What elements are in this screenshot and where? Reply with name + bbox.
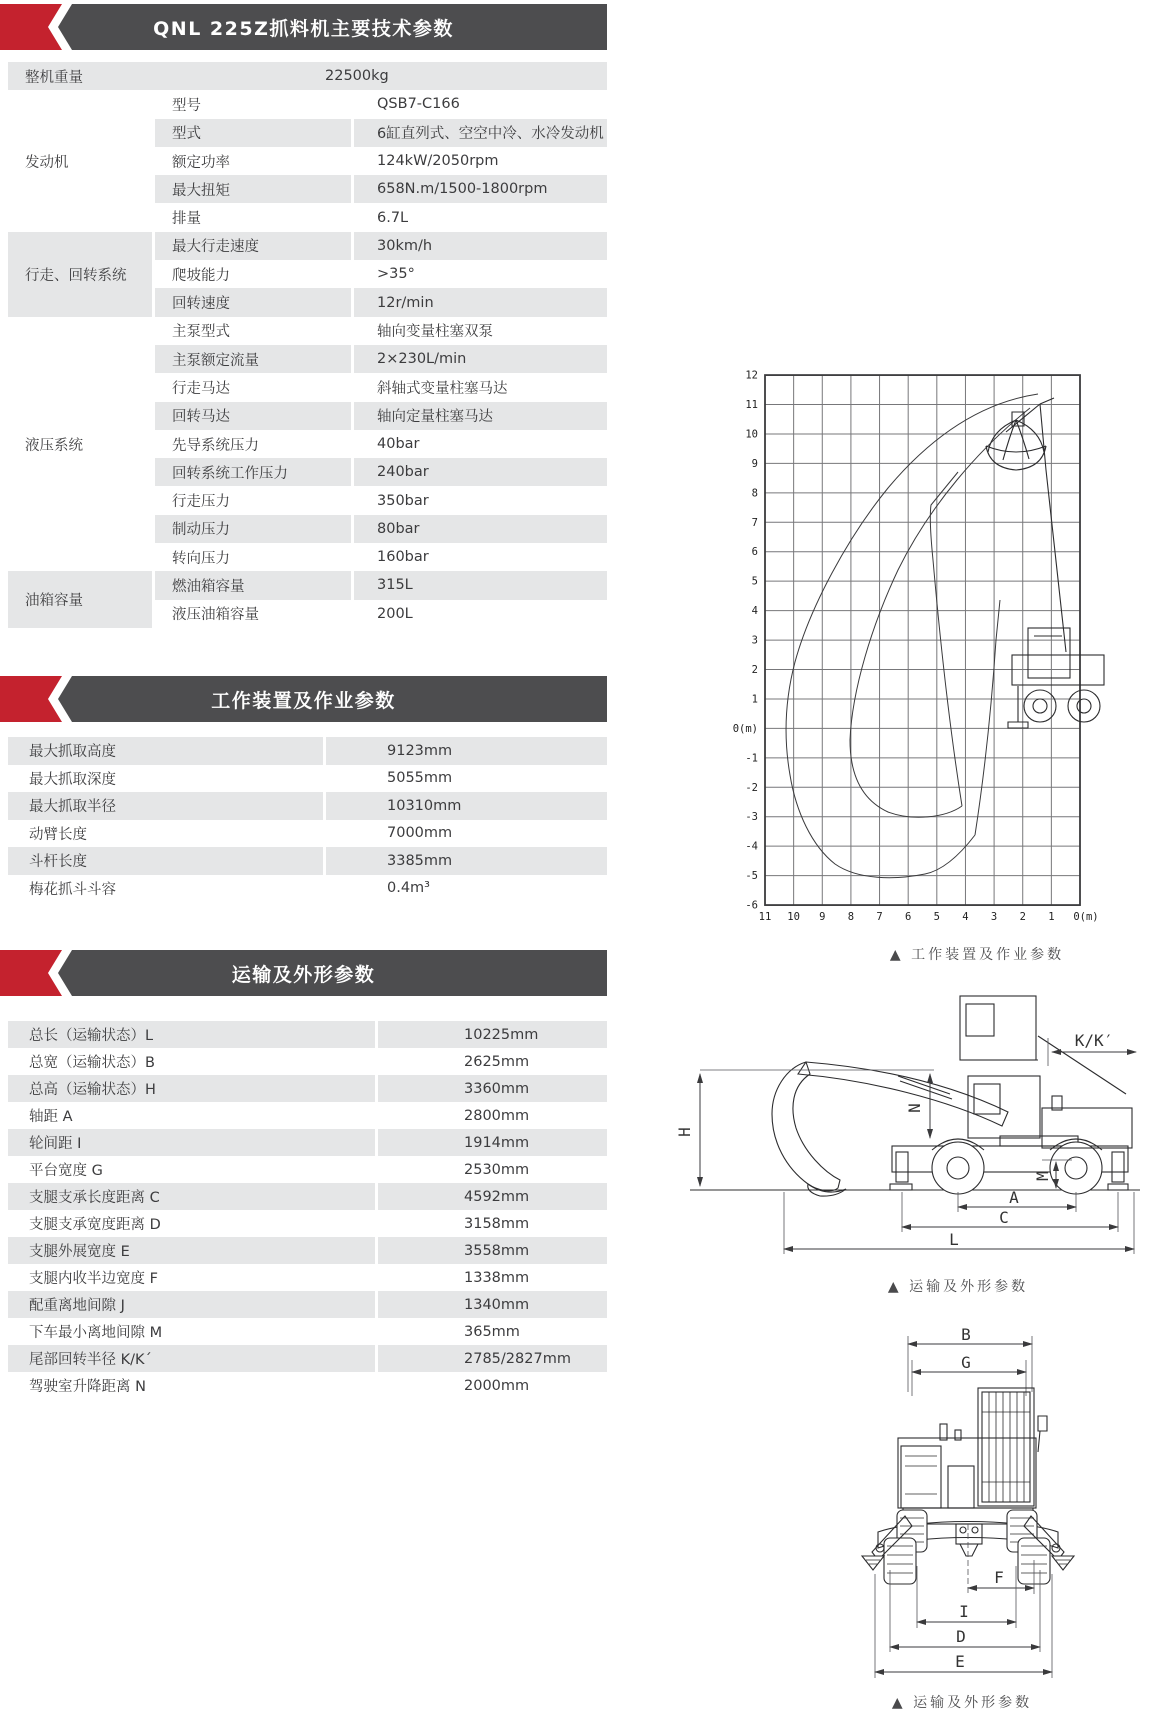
spec-row-label: 额定功率 <box>155 147 354 175</box>
main-spec-table <box>8 62 607 628</box>
spec-row-label: 回转速度 <box>155 288 354 316</box>
param-row <box>8 847 607 875</box>
param-row <box>8 1075 607 1102</box>
svg-text:9: 9 <box>819 911 826 924</box>
svg-text:-3: -3 <box>745 811 759 824</box>
param-value: 365mm <box>464 1323 520 1340</box>
param-label: 轮间距 I <box>8 1129 378 1156</box>
transport-param-title: 运输及外形参数 <box>231 963 376 986</box>
svg-text:10: 10 <box>787 911 800 924</box>
param-row <box>8 820 607 848</box>
transport-param-banner <box>0 950 607 996</box>
param-row <box>8 1210 607 1237</box>
param-label: 动臂长度 <box>8 820 326 848</box>
dim-label-c: C <box>999 1208 1009 1227</box>
spec-row <box>155 260 607 288</box>
param-value: 7000mm <box>387 825 453 842</box>
svg-text:1: 1 <box>751 693 759 706</box>
dim-label-i: I <box>959 1602 969 1621</box>
svg-text:12: 12 <box>745 369 759 382</box>
spec-row-value: 658N.m/1500-1800rpm <box>377 181 548 198</box>
svg-text:11: 11 <box>758 911 772 924</box>
param-value: 2800mm <box>464 1107 530 1124</box>
dim-label-a: A <box>1009 1188 1019 1207</box>
spec-group-rows <box>155 571 607 628</box>
param-label: 最大抓取半径 <box>8 792 326 820</box>
spec-row-value: 160bar <box>377 549 429 566</box>
param-row <box>8 792 607 820</box>
dim-label-h: H <box>675 1127 694 1137</box>
param-row <box>8 1264 607 1291</box>
svg-text:2: 2 <box>1019 911 1026 924</box>
svg-text:1: 1 <box>1048 911 1055 924</box>
param-row <box>8 737 607 765</box>
spec-group-cell <box>8 571 155 628</box>
grab-machine-drawing <box>986 398 1104 728</box>
spec-row-value: 22500kg <box>325 68 389 85</box>
side-view-caption: ▲ 运输及外形参数 <box>887 1279 1029 1295</box>
param-row <box>8 1102 607 1129</box>
param-label: 梅花抓斗斗容 <box>8 875 326 903</box>
param-row <box>8 1021 607 1048</box>
spec-row-label: 回转马达 <box>155 402 354 430</box>
param-value: 1914mm <box>464 1134 530 1151</box>
spec-row <box>155 373 607 401</box>
spec-row <box>155 458 607 486</box>
param-label: 轴距 A <box>8 1102 378 1129</box>
param-row <box>8 1183 607 1210</box>
spec-row-label: 行走马达 <box>155 373 354 401</box>
spec-group <box>8 90 607 231</box>
param-label: 斗杆长度 <box>8 847 326 875</box>
svg-text:6: 6 <box>751 546 759 559</box>
spec-row-label: 液压油箱容量 <box>155 600 354 628</box>
spec-row-label: 先导系统压力 <box>155 430 354 458</box>
spec-group-cell <box>8 232 155 317</box>
spec-row-label: 制动压力 <box>155 515 354 543</box>
spec-row-value: 斜轴式变量柱塞马达 <box>377 380 508 397</box>
spec-row <box>155 317 607 345</box>
spec-group-cell <box>8 90 155 231</box>
param-label: 总宽（运输状态）B <box>8 1048 378 1075</box>
rear-view-caption: ▲ 运输及外形参数 <box>891 1695 1033 1711</box>
spec-row-value: 124kW/2050rpm <box>377 153 499 170</box>
dim-label-f: F <box>994 1568 1004 1587</box>
spec-row <box>155 90 607 118</box>
param-value: 2785/2827mm <box>464 1350 571 1367</box>
spec-row <box>155 345 607 373</box>
param-value: 4592mm <box>464 1188 530 1205</box>
param-row <box>8 1048 607 1075</box>
spec-group-label: 发动机 <box>25 154 69 171</box>
work-param-banner <box>0 676 607 722</box>
svg-text:4: 4 <box>751 605 759 618</box>
svg-text:2: 2 <box>751 664 759 677</box>
spec-row <box>155 147 607 175</box>
svg-text:-2: -2 <box>745 781 759 794</box>
param-label: 下车最小离地间隙 M <box>8 1318 378 1345</box>
param-value: 3158mm <box>464 1215 530 1232</box>
spec-row-label: 主泵额定流量 <box>155 345 354 373</box>
param-row <box>8 765 607 793</box>
dim-label-kk: K/K′ <box>1074 1031 1114 1050</box>
spec-group-label: 液压系统 <box>25 437 83 454</box>
spec-row-value: 315L <box>377 577 413 594</box>
param-row <box>8 1291 607 1318</box>
spec-row <box>155 232 607 260</box>
param-label: 尾部回转半径 K/K´ <box>8 1345 378 1372</box>
spec-row-value: 轴向定量柱塞马达 <box>377 409 493 426</box>
dim-label-e: E <box>955 1652 965 1671</box>
spec-group-label: 整机重量 <box>25 69 83 86</box>
param-value: 3558mm <box>464 1242 530 1259</box>
spec-group-rows <box>155 317 607 572</box>
rear-view-dimensions-top <box>908 1325 1032 1396</box>
spec-row-value: 2×230L/min <box>377 351 467 368</box>
working-range-chart <box>640 330 1173 980</box>
svg-text:7: 7 <box>751 516 759 529</box>
param-value: 2530mm <box>464 1161 530 1178</box>
dim-label-d: D <box>956 1627 966 1646</box>
param-row <box>8 1372 607 1399</box>
param-value: 10310mm <box>387 797 462 814</box>
transport-param-table <box>8 1021 607 1399</box>
svg-text:-5: -5 <box>745 870 759 883</box>
param-value: 5055mm <box>387 770 453 787</box>
svg-text:3: 3 <box>990 911 998 924</box>
svg-text:10: 10 <box>745 428 759 441</box>
param-row <box>8 1129 607 1156</box>
spec-row-value: 200L <box>377 605 413 622</box>
param-value: 0.4m³ <box>387 880 430 897</box>
svg-text:3: 3 <box>751 634 759 647</box>
dim-label-l: L <box>949 1230 959 1249</box>
side-view-diagram <box>660 990 1173 1310</box>
spec-group-rows <box>155 232 607 317</box>
spec-row <box>155 543 607 571</box>
spec-row-label: 主泵型式 <box>155 317 354 345</box>
param-row <box>8 875 607 903</box>
spec-row-label: 爬坡能力 <box>155 260 354 288</box>
spec-row <box>155 119 607 147</box>
spec-row-value: 80bar <box>377 520 420 537</box>
param-label: 支腿内收半边宽度 F <box>8 1264 378 1291</box>
spec-row <box>155 430 607 458</box>
spec-row-label: 行走压力 <box>155 486 354 514</box>
spec-row-label: 型式 <box>155 119 354 147</box>
spec-group-rows <box>155 90 607 231</box>
spec-row <box>155 203 607 231</box>
param-label: 配重离地间隙 J <box>8 1291 378 1318</box>
spec-row-value: 30km/h <box>377 237 433 254</box>
spec-group-label: 油箱容量 <box>25 593 83 610</box>
param-value: 3360mm <box>464 1080 530 1097</box>
svg-text:11: 11 <box>745 399 759 412</box>
param-row <box>8 1345 607 1372</box>
svg-text:8: 8 <box>847 911 855 924</box>
param-label: 支腿支承宽度距离 D <box>8 1210 378 1237</box>
spec-row-value: 350bar <box>377 492 429 509</box>
spec-group <box>8 317 607 572</box>
param-label: 支腿外展宽度 E <box>8 1237 378 1264</box>
param-value: 10225mm <box>464 1026 539 1043</box>
spec-row <box>155 515 607 543</box>
svg-text:-6: -6 <box>745 899 759 912</box>
spec-row-label: 燃油箱容量 <box>155 571 354 599</box>
svg-text:-4: -4 <box>745 840 759 853</box>
spec-row-label: 转向压力 <box>155 543 354 571</box>
param-label: 平台宽度 G <box>8 1156 378 1183</box>
spec-row-value: 12r/min <box>377 294 434 311</box>
work-param-table <box>8 737 607 902</box>
param-label: 支腿支承长度距离 C <box>8 1183 378 1210</box>
spec-row-value: 轴向变量柱塞双泵 <box>377 324 493 341</box>
spec-row-value: QSB7-C166 <box>377 96 460 113</box>
work-param-title: 工作装置及作业参数 <box>211 689 396 712</box>
main-spec-title: QNL 225Z抓料机主要技术参数 <box>153 17 454 40</box>
spec-row <box>155 486 607 514</box>
svg-text:5: 5 <box>933 911 940 924</box>
side-view-dimensions <box>675 1031 1136 1254</box>
param-value: 1340mm <box>464 1296 530 1313</box>
svg-text:4: 4 <box>962 911 969 924</box>
svg-text:7: 7 <box>876 911 883 924</box>
spec-group <box>8 232 607 317</box>
param-value: 3385mm <box>387 852 453 869</box>
spec-row <box>155 571 607 599</box>
dim-label-n: N <box>905 1103 924 1113</box>
spec-row-value: 240bar <box>377 464 429 481</box>
svg-text:8: 8 <box>751 487 759 500</box>
spec-row <box>155 600 607 628</box>
param-value: 2625mm <box>464 1053 530 1070</box>
side-view-drawing <box>690 996 1140 1196</box>
param-value: 9123mm <box>387 742 453 759</box>
param-label: 总长（运输状态）L <box>8 1021 378 1048</box>
spec-row-value: >35° <box>377 266 415 283</box>
param-row <box>8 1318 607 1345</box>
svg-text:0(m): 0(m) <box>1073 911 1099 924</box>
spec-row <box>155 175 607 203</box>
svg-text:9: 9 <box>751 457 759 470</box>
rear-view-diagram <box>780 1320 1173 1690</box>
spec-group-cell <box>8 317 155 572</box>
spec-group-label: 行走、回转系统 <box>25 267 127 284</box>
spec-row-value: 6.7L <box>377 209 409 226</box>
spec-row-value: 40bar <box>377 436 420 452</box>
spec-row-label: 最大扭矩 <box>155 175 354 203</box>
param-label: 最大抓取高度 <box>8 737 326 765</box>
param-label: 最大抓取深度 <box>8 765 326 793</box>
param-row <box>8 1237 607 1264</box>
spec-group <box>8 571 607 628</box>
dim-label-b: B <box>961 1325 971 1344</box>
param-label: 驾驶室升降距离 N <box>8 1372 378 1399</box>
spec-row <box>8 62 607 90</box>
svg-text:0(m): 0(m) <box>732 722 759 735</box>
param-row <box>8 1156 607 1183</box>
spec-row-label: 最大行走速度 <box>155 232 354 260</box>
svg-text:6: 6 <box>905 911 912 924</box>
svg-text:-1: -1 <box>745 752 759 765</box>
spec-row-label: 型号 <box>155 90 354 118</box>
svg-text:5: 5 <box>751 575 759 588</box>
main-spec-banner <box>0 4 607 50</box>
spec-row <box>155 288 607 316</box>
spec-row-value: 6缸直列式、空空中冷、水冷发动机 <box>377 126 604 143</box>
spec-row <box>155 402 607 430</box>
dim-label-m: M <box>1033 1171 1052 1181</box>
param-value: 2000mm <box>464 1377 530 1394</box>
param-label: 总高（运输状态）H <box>8 1075 378 1102</box>
work-chart-caption: ▲ 工作装置及作业参数 <box>889 947 1065 963</box>
dim-label-g: G <box>961 1353 971 1372</box>
spec-row-label: 排量 <box>155 203 354 231</box>
spec-row-label: 回转系统工作压力 <box>155 458 354 486</box>
param-value: 1338mm <box>464 1269 530 1286</box>
